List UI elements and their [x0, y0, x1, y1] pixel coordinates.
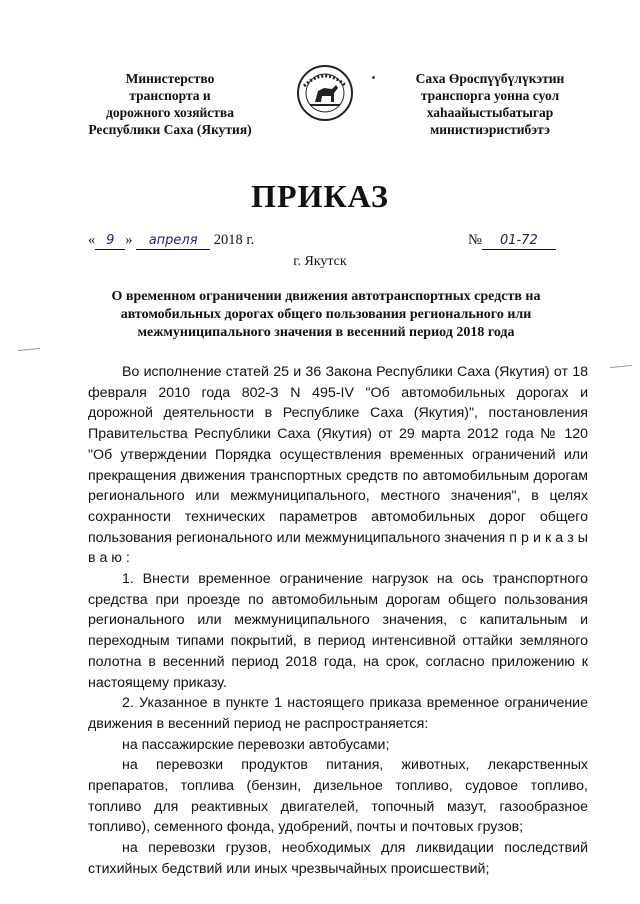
header-right-line: хаһаайыстыбатыгар: [426, 105, 554, 120]
clause-paragraph: 1. Внести временное ограничение нагрузок на ось транспортного средства при проезде по автомобильным дорогам общего пользования регионального или межмуниципального значения, с капитальным и переходным типами покрытий, в период интенсивной оттайки земляного полотна в весенний период 2018 года, на срок, согласно приложению к настоящему приказу.: [88, 571, 588, 691]
document-title: ПРИКАЗ: [251, 178, 389, 214]
ministry-name-yakut: [390, 70, 590, 138]
ink-dot: [372, 76, 375, 79]
header-left-line: Республики Саха (Якутия): [88, 122, 252, 137]
date-year: 2018 г.: [213, 232, 255, 248]
exception-item: на пассажирские перевозки автобусами;: [122, 736, 390, 753]
number-label: №: [468, 232, 482, 248]
clause-paragraph: 2. Указанное в пункте 1 настоящего приказа временное ограничение движения в весенний период не распространяется:: [88, 695, 588, 732]
exception-item: на перевозки продуктов питания, животных, лекарственных препаратов, топлива (бензин, дизельное топливо, судовое топливо, топливо для реактивных двигателей, топочный мазут, газообразное топливо), семенного фонда, удобрений, почты и почтовых грузов;: [88, 757, 588, 836]
ministry-name-russian: [70, 70, 270, 138]
header-right-line: Саха Өроспүүбүлүкэтин: [415, 71, 565, 86]
city: г. Якутск: [293, 254, 347, 269]
exception-item: на перевозки грузов, необходимых для ликвидации последствий стихийных бедствий или иных чрезвычайных происшествий;: [88, 840, 588, 877]
margin-mark: [18, 348, 40, 351]
date-close-quote: »: [125, 232, 133, 248]
header-left-line: транспорта и: [129, 88, 211, 103]
subject-line: межмуниципального значения в весенний период 2018 года: [137, 325, 515, 340]
subject-line: О временном ограничении движения автотранспортных средств на: [111, 289, 541, 304]
header-left-line: Министерство: [125, 71, 215, 86]
order-date: [88, 232, 254, 250]
coat-of-arms-icon: [296, 64, 354, 122]
subject-line: автомобильных дорогах общего пользования регионального или: [120, 307, 532, 322]
number-value: 01-72: [482, 233, 556, 250]
order-body: [88, 362, 588, 880]
header-right-line: министиэристибэтэ: [430, 122, 550, 137]
date-day: 9: [95, 233, 125, 250]
order-number: [468, 232, 556, 250]
header-left-line: дорожного хозяйства: [106, 105, 234, 120]
date-month: апреля: [136, 233, 210, 250]
order-subject: [96, 288, 556, 342]
date-open-quote: «: [88, 232, 96, 248]
margin-mark: [610, 365, 632, 368]
preamble-paragraph: Во исполнение статей 25 и 36 Закона Республики Саха (Якутия) от 18 февраля 2010 года 802-З N 495-IV "Об автомобильных дорогах и дорожной деятельности в Республике Саха (Якутия)", постановления Правительства Республики Саха (Якутия) от 29 марта 2012 года № 120 "Об утверждении Порядка осуществления временных ограничений или прекращения движения транспортных средств по автомобильным дорогам регионального или межмуниципального, местного значения", в целях сохранности технических параметров автомобильных дорог общего пользования регионального или межмуниципального значения п р и к а з ы в а ю :: [88, 364, 588, 567]
header-right-line: транспорга уонна суол: [420, 88, 560, 103]
